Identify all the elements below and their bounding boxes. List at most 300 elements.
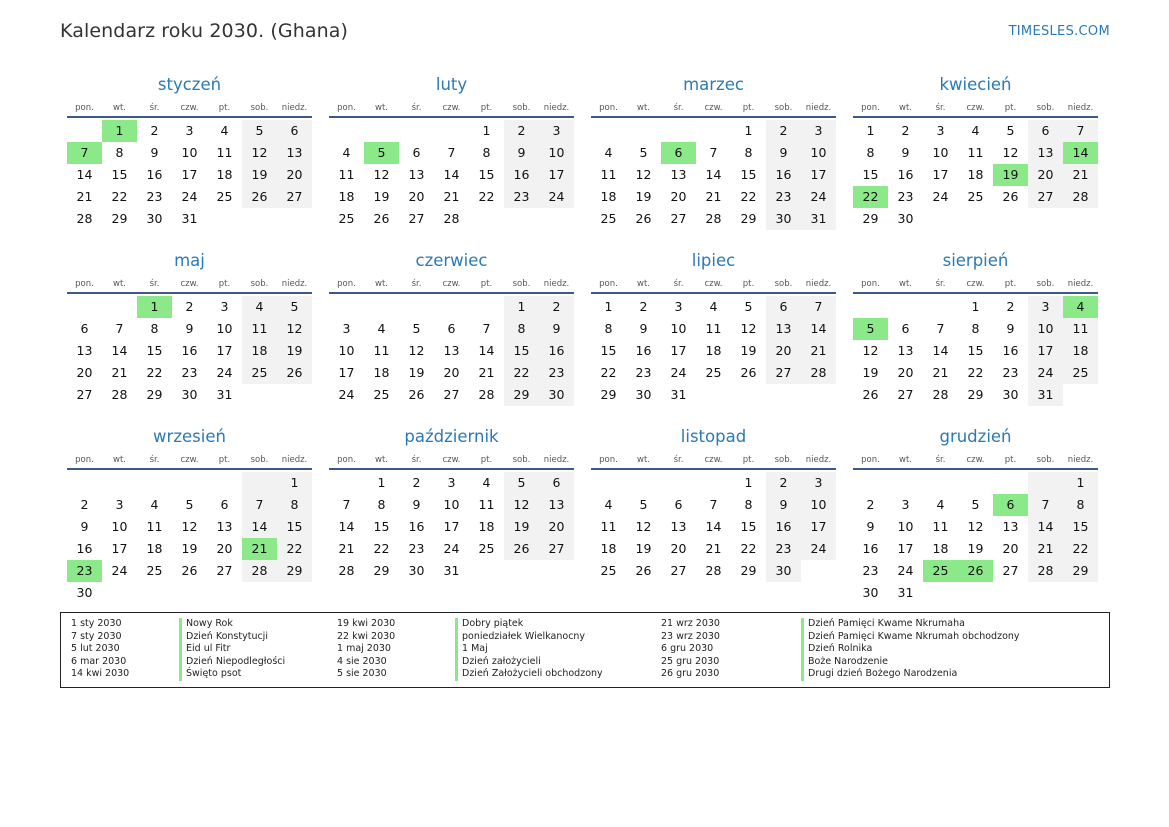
days-grid [329,472,574,582]
month-name: listopad [680,427,747,446]
weekday-label: sob. [512,279,531,289]
day-cell: 4 [482,475,491,490]
day-cell: 14 [111,343,128,358]
weekday-label: czw. [966,103,985,113]
day-cell: 6 [80,321,89,336]
holiday-name: Dobry piątek [455,618,603,631]
day-cell: 27 [216,563,233,578]
empty-cell [364,120,399,142]
weekday-label: niedz. [1067,455,1094,465]
day-cell: 29 [967,387,984,402]
holiday-day: 5 [364,142,399,164]
day-cell: 8 [604,321,613,336]
weekday-label: śr. [673,455,684,465]
empty-cell [591,472,626,494]
day-cell: 6 [539,472,574,494]
day-cell: 21 [801,340,836,362]
day-cell: 11 [932,519,949,534]
day-cell: 5 [277,296,312,318]
day-cell: 14 [478,343,495,358]
day-cell: 10 [338,343,355,358]
day-cell: 12 [373,167,390,182]
day-cell: 15 [600,343,617,358]
day-cell: 6 [412,145,421,160]
day-cell: 17 [111,541,128,556]
empty-cell [102,472,137,494]
weekday-label: sob. [250,103,269,113]
day-cell: 7 [709,497,718,512]
day-cell: 4 [242,296,277,318]
day-cell: 27 [408,211,425,226]
day-cell: 9 [766,494,801,516]
day-cell: 24 [670,365,687,380]
day-cell: 19 [277,340,312,362]
day-cell: 19 [408,365,425,380]
day-cell: 6 [220,497,229,512]
empty-cell [696,120,731,142]
day-cell: 15 [740,167,757,182]
day-cell: 18 [478,519,495,534]
empty-cell [853,296,888,318]
day-cell: 16 [635,343,652,358]
day-cell: 29 [600,387,617,402]
weekday-label: sob. [250,455,269,465]
day-cell: 1 [482,123,491,138]
day-cell: 16 [408,519,425,534]
empty-cell [67,472,102,494]
holiday-date: 5 lut 2030 [71,643,120,655]
day-cell: 26 [504,538,539,560]
weekday-header [67,98,312,118]
empty-cell [993,472,1028,494]
day-cell: 12 [740,321,757,336]
weekday-label: pon. [861,103,880,113]
day-cell: 6 [674,497,683,512]
month-name: maj [174,251,205,270]
empty-cell [591,120,626,142]
month-7 [591,250,836,426]
holiday-name: Dzień Konstytucji [179,631,285,644]
legend-names-column [179,618,285,681]
day-cell: 16 [146,167,163,182]
day-cell: 27 [766,362,801,384]
day-cell: 3 [220,299,229,314]
day-cell: 27 [1028,186,1063,208]
day-cell: 21 [111,365,128,380]
weekday-header [591,98,836,118]
day-cell: 18 [600,189,617,204]
weekday-header [329,274,574,294]
weekday-label: śr. [935,103,946,113]
day-cell: 5 [639,497,648,512]
day-cell: 19 [862,365,879,380]
days-grid [853,120,1098,230]
day-cell: 15 [967,343,984,358]
days-grid [67,296,312,406]
day-cell: 29 [111,211,128,226]
day-cell: 29 [740,563,757,578]
day-cell: 14 [242,516,277,538]
day-cell: 4 [377,321,386,336]
day-cell: 20 [76,365,93,380]
day-cell: 22 [600,365,617,380]
brand-link[interactable]: TIMESLES.COM [1008,24,1110,39]
day-cell: 20 [539,516,574,538]
day-cell: 5 [639,145,648,160]
month-name: lipiec [691,251,736,270]
holiday-name: Boże Narodzenie [801,656,1020,669]
weekday-label: niedz. [281,455,308,465]
day-cell: 11 [242,318,277,340]
day-cell: 10 [670,321,687,336]
holiday-name: 1 Maj [455,643,603,656]
holiday-name: Drugi dzień Bożego Narodzenia [801,668,1020,681]
day-cell: 30 [1002,387,1019,402]
day-cell: 21 [705,541,722,556]
days-grid [853,472,1098,604]
weekday-label: wt. [375,103,388,113]
weekday-label: pt. [218,103,231,113]
day-cell: 23 [766,538,801,560]
month-10 [329,426,574,602]
empty-cell [399,120,434,142]
day-cell: 23 [862,563,879,578]
holiday-day: 1 [102,120,137,142]
day-cell: 4 [971,123,980,138]
day-cell: 26 [373,211,390,226]
day-cell: 22 [740,541,757,556]
month-name: wrzesień [153,427,226,446]
day-cell: 3 [936,123,945,138]
day-cell: 16 [897,167,914,182]
day-cell: 28 [76,211,93,226]
day-cell: 28 [443,211,460,226]
day-cell: 9 [504,142,539,164]
day-cell: 30 [539,384,574,406]
holiday-date: 6 gru 2030 [661,643,714,655]
month-2 [329,74,574,250]
holiday-legend [60,612,1110,688]
holiday-name: Dzień Założycieli obchodzony [455,668,603,681]
weekday-header [853,98,1098,118]
holiday-day: 22 [853,186,888,208]
day-cell: 26 [635,211,652,226]
holiday-name: Dzień Pamięci Kwame Nkrumah obchodzony [801,631,1020,644]
weekday-header [591,450,836,470]
day-cell: 7 [1063,120,1098,142]
weekday-label: wt. [637,103,650,113]
empty-cell [1028,472,1063,494]
day-cell: 3 [115,497,124,512]
weekday-label: niedz. [805,279,832,289]
day-cell: 19 [635,541,652,556]
month-9 [67,426,312,602]
day-cell: 27 [277,186,312,208]
weekday-label: niedz. [281,103,308,113]
day-cell: 19 [242,164,277,186]
day-cell: 8 [971,321,980,336]
day-cell: 28 [801,362,836,384]
holiday-name: Dzień Rolnika [801,643,1020,656]
month-12 [853,426,1098,602]
day-cell: 20 [443,365,460,380]
weekday-label: śr. [411,279,422,289]
day-cell: 2 [639,299,648,314]
day-cell: 31 [1028,384,1063,406]
day-cell: 9 [412,497,421,512]
weekday-label: pon. [599,103,618,113]
holiday-day: 6 [993,494,1028,516]
weekday-label: śr. [673,103,684,113]
day-cell: 9 [866,519,875,534]
empty-cell [626,472,661,494]
day-cell: 17 [1028,340,1063,362]
day-cell: 7 [115,321,124,336]
weekday-label: wt. [113,455,126,465]
holiday-day: 1 [137,296,172,318]
day-cell: 27 [539,538,574,560]
day-cell: 13 [1002,519,1019,534]
day-cell: 8 [482,145,491,160]
day-cell: 25 [242,362,277,384]
day-cell: 1 [504,296,539,318]
day-cell: 1 [744,475,753,490]
day-cell: 12 [635,167,652,182]
weekday-label: pon. [337,279,356,289]
day-cell: 26 [740,365,757,380]
day-cell: 20 [670,541,687,556]
weekday-label: wt. [375,279,388,289]
holiday-date: 1 sty 2030 [71,618,122,629]
day-cell: 17 [897,541,914,556]
holiday-name: Dzień Pamięci Kwame Nkrumaha [801,618,1020,631]
weekday-label: wt. [899,279,912,289]
holiday-date: 22 kwi 2030 [337,630,396,642]
day-cell: 28 [111,387,128,402]
day-cell: 9 [150,145,159,160]
day-cell: 13 [216,519,233,534]
day-cell: 16 [539,340,574,362]
day-cell: 26 [181,563,198,578]
day-cell: 27 [1002,563,1019,578]
day-cell: 25 [338,211,355,226]
day-cell: 20 [766,340,801,362]
weekday-label: niedz. [805,455,832,465]
day-cell: 10 [181,145,198,160]
day-cell: 15 [504,340,539,362]
page-title: Kalendarz roku 2030. (Ghana) [60,20,348,42]
weekday-label: pon. [861,455,880,465]
empty-cell [626,120,661,142]
day-cell: 6 [1028,120,1063,142]
month-4 [853,74,1098,250]
day-cell: 25 [600,211,617,226]
day-cell: 14 [76,167,93,182]
weekday-label: czw. [704,279,723,289]
day-cell: 11 [967,145,984,160]
empty-cell [923,472,958,494]
holiday-date: 21 wrz 2030 [661,618,720,629]
day-cell: 12 [277,318,312,340]
day-cell: 1 [866,123,875,138]
weekday-label: śr. [935,279,946,289]
empty-cell [67,296,102,318]
day-cell: 28 [705,211,722,226]
holiday-name: Dzień Niepodległości [179,656,285,669]
day-cell: 14 [443,167,460,182]
day-cell: 25 [146,563,163,578]
day-cell: 31 [443,563,460,578]
weekday-label: niedz. [1067,103,1094,113]
day-cell: 4 [342,145,351,160]
day-cell: 21 [76,189,93,204]
day-cell: 18 [338,189,355,204]
weekday-label: sob. [774,455,793,465]
day-cell: 23 [181,365,198,380]
holiday-date: 7 sty 2030 [71,630,122,642]
day-cell: 29 [862,211,879,226]
day-cell: 21 [478,365,495,380]
day-cell: 3 [674,299,683,314]
day-cell: 28 [932,387,949,402]
holiday-day: 26 [958,560,993,582]
month-5 [67,250,312,426]
weekday-label: wt. [637,279,650,289]
day-cell: 30 [408,563,425,578]
weekday-header [853,274,1098,294]
day-cell: 10 [1028,318,1063,340]
weekday-label: śr. [149,103,160,113]
day-cell: 20 [277,164,312,186]
weekday-label: niedz. [281,279,308,289]
day-cell: 11 [216,145,233,160]
day-cell: 4 [936,497,945,512]
day-cell: 6 [766,296,801,318]
day-cell: 20 [897,365,914,380]
day-cell: 10 [111,519,128,534]
weekday-label: sob. [1036,279,1055,289]
weekday-label: czw. [966,279,985,289]
month-3 [591,74,836,250]
day-cell: 10 [801,142,836,164]
day-cell: 4 [220,123,229,138]
day-cell: 23 [408,541,425,556]
day-cell: 28 [338,563,355,578]
empty-cell [399,296,434,318]
day-cell: 29 [146,387,163,402]
day-cell: 21 [932,365,949,380]
day-cell: 20 [408,189,425,204]
day-cell: 24 [1028,362,1063,384]
days-grid [591,296,836,406]
weekday-label: pt. [480,279,493,289]
day-cell: 3 [539,120,574,142]
day-cell: 7 [936,321,945,336]
day-cell: 8 [377,497,386,512]
day-cell: 24 [932,189,949,204]
day-cell: 21 [705,189,722,204]
day-cell: 25 [373,387,390,402]
day-cell: 12 [504,494,539,516]
day-cell: 26 [277,362,312,384]
day-cell: 9 [80,519,89,534]
day-cell: 13 [539,494,574,516]
day-cell: 31 [216,387,233,402]
weekday-label: niedz. [805,103,832,113]
empty-cell [434,296,469,318]
day-cell: 27 [670,563,687,578]
holiday-name: Święto psot [179,668,285,681]
holiday-date: 23 wrz 2030 [661,630,720,642]
day-cell: 14 [338,519,355,534]
day-cell: 8 [504,318,539,340]
day-cell: 15 [862,167,879,182]
weekday-label: wt. [113,279,126,289]
day-cell: 25 [478,541,495,556]
month-name: grudzień [939,427,1012,446]
day-cell: 24 [897,563,914,578]
day-cell: 23 [897,189,914,204]
weekday-header [591,274,836,294]
day-cell: 23 [766,186,801,208]
day-cell: 26 [408,387,425,402]
day-cell: 13 [76,343,93,358]
day-cell: 4 [604,497,613,512]
weekday-label: pt. [218,279,231,289]
weekday-label: sob. [250,279,269,289]
day-cell: 25 [1063,362,1098,384]
day-cell: 12 [408,343,425,358]
day-cell: 16 [862,541,879,556]
weekday-label: śr. [935,455,946,465]
weekday-label: czw. [704,455,723,465]
weekday-header [329,450,574,470]
month-name: sierpień [942,251,1009,270]
holiday-date: 25 gru 2030 [661,655,720,667]
weekday-label: śr. [411,455,422,465]
empty-cell [661,120,696,142]
weekday-label: wt. [375,455,388,465]
day-cell: 24 [801,538,836,560]
day-cell: 11 [705,321,722,336]
day-cell: 2 [504,120,539,142]
day-cell: 17 [443,519,460,534]
day-cell: 22 [504,362,539,384]
day-cell: 8 [277,494,312,516]
weekday-label: pon. [75,103,94,113]
weekday-label: pon. [337,103,356,113]
day-cell: 18 [932,541,949,556]
empty-cell [207,472,242,494]
weekday-label: wt. [899,103,912,113]
holiday-date: 19 kwi 2030 [337,618,396,629]
day-cell: 16 [766,516,801,538]
day-cell: 22 [740,189,757,204]
day-cell: 14 [801,318,836,340]
day-cell: 12 [635,519,652,534]
day-cell: 29 [373,563,390,578]
empty-cell [364,296,399,318]
weekday-label: pon. [75,455,94,465]
day-cell: 25 [216,189,233,204]
month-1 [67,74,312,250]
day-cell: 17 [801,516,836,538]
day-cell: 15 [478,167,495,182]
day-cell: 21 [1028,538,1063,560]
day-cell: 5 [412,321,421,336]
day-cell: 30 [146,211,163,226]
day-cell: 19 [967,541,984,556]
